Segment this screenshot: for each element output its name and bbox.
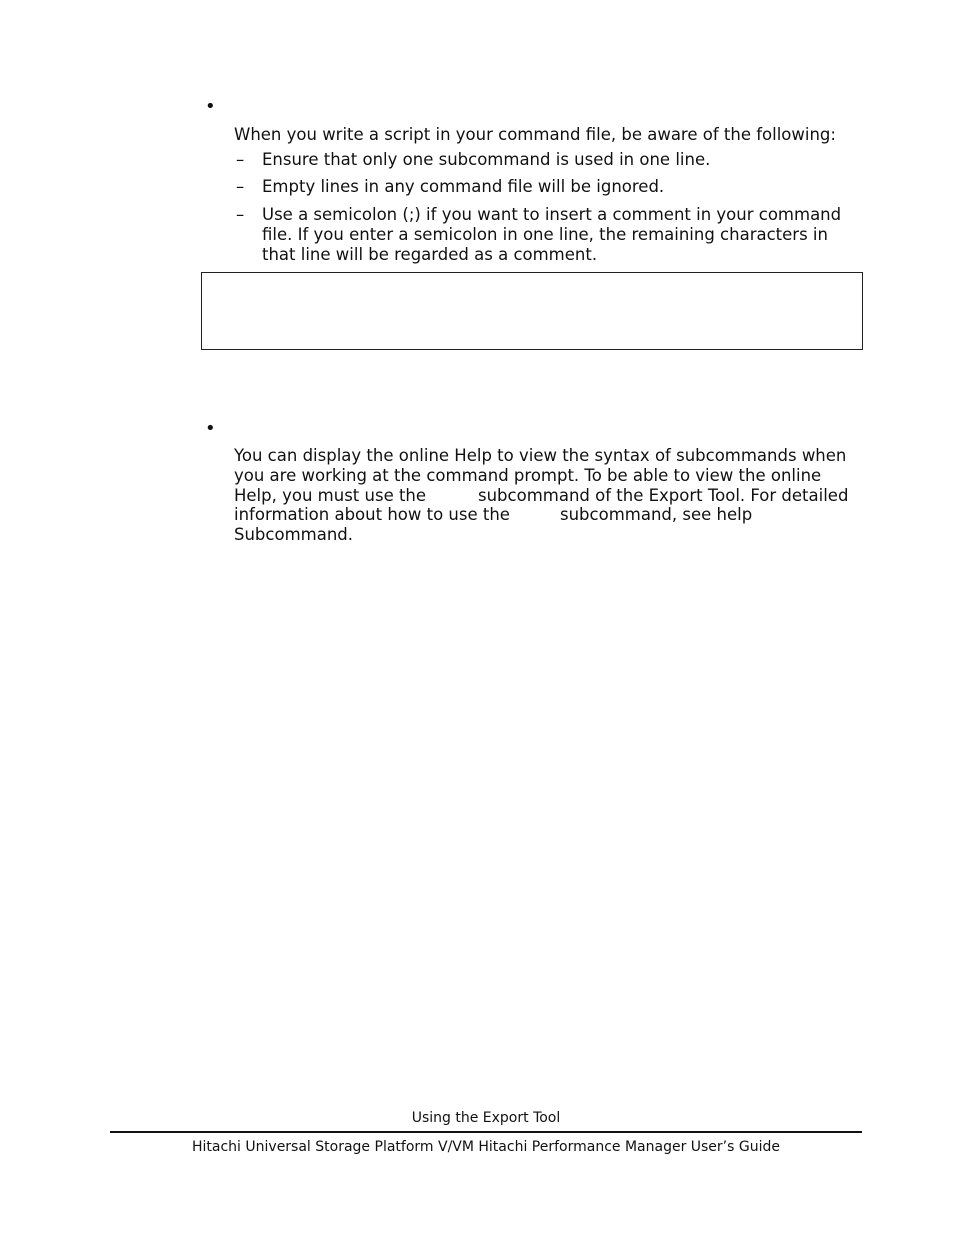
section-intro: When you write a script in your command file, be aware of the following: [234, 125, 836, 144]
dash-marker: – [236, 150, 245, 169]
bullet-marker: • [205, 418, 216, 439]
dash-marker: – [236, 177, 245, 196]
footer-chapter-title: Using the Export Tool [411, 1110, 561, 1126]
paragraph-line: Subcommand. [234, 525, 354, 544]
paragraph-line: You can display the online Help to view the syntax of subcommands when [234, 446, 847, 465]
bullet-marker: • [205, 96, 216, 117]
dash-marker: – [236, 205, 245, 224]
paragraph-line: subcommand of the Export Tool. For detailed [478, 486, 849, 505]
footer-divider [110, 1131, 862, 1133]
paragraph-line: Help, you must use the [234, 486, 427, 505]
list-item-line: file. If you enter a semicolon in one line, the remaining characters in [262, 225, 828, 244]
paragraph-line: subcommand, see help [560, 505, 753, 524]
list-item: Ensure that only one subcommand is used in one line. [262, 150, 711, 169]
paragraph-line: information about how to use the [234, 505, 510, 524]
list-item: Empty lines in any command file will be ignored. [262, 177, 665, 196]
list-item-line: that line will be regarded as a comment. [262, 245, 598, 264]
list-item-line: Use a semicolon (;) if you want to insert a comment in your command [262, 205, 842, 224]
note-box [201, 272, 863, 350]
footer-guide-title: Hitachi Universal Storage Platform V/VM Hitachi Performance Manager User’s Guide [192, 1139, 780, 1155]
paragraph-line: you are working at the command prompt. To be able to view the online [234, 466, 822, 485]
